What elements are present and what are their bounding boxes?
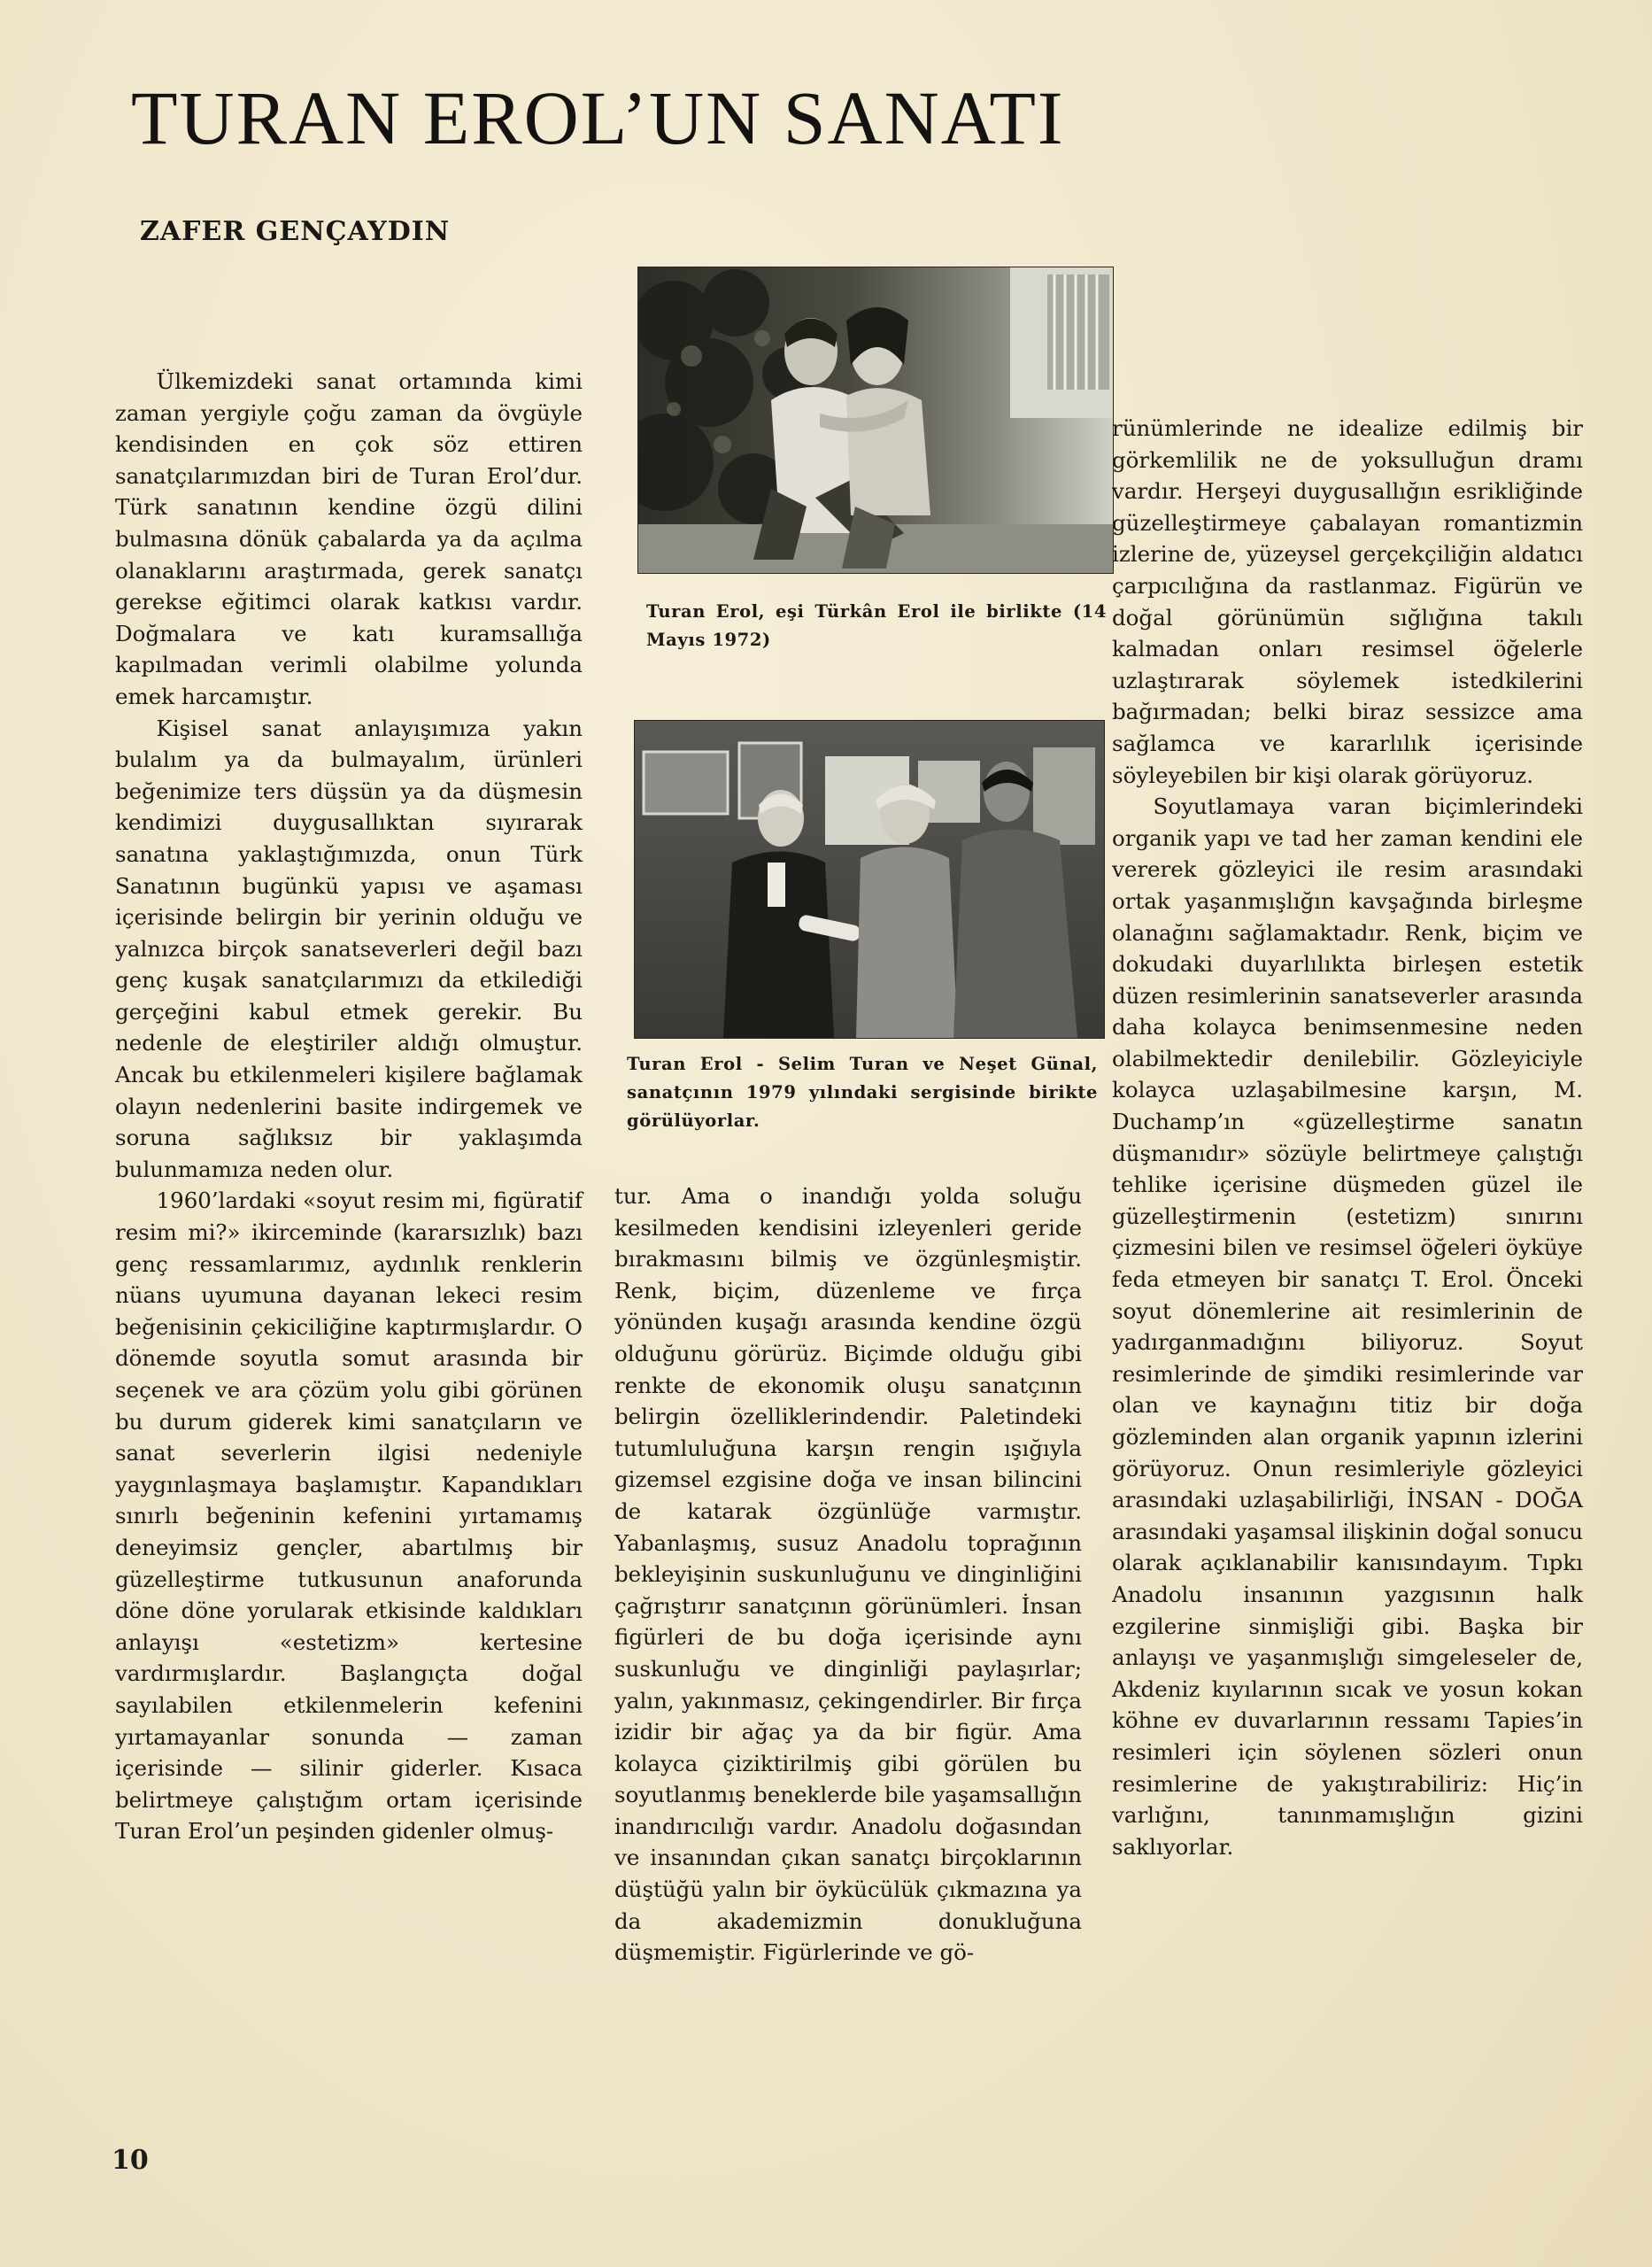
paragraph: rünümlerinde ne idealize edilmiş bir görkemlilik ne de yoksulluğun dramı vardır. Herşeyi duygusallığın esrikliğinde güzelleştirmeye çabalayan romantizmin izlerine de, yüzeysel gerçekçiliğin aldatıcı çarpıcılığına da rastlanmaz. Figürün ve doğal görünümün sığlığına takılı kalmadan onları resimsel öğelerle uzlaştırarak söylemek istedkilerini bağırmadan; belki biraz sessizce ama sağlamca ve kararlılık içerisinde söyleyebilen bir kişi olarak görüyoruz. xyxy=(1112,415,1583,788)
paragraph: Kişisel sanat anlayışımıza yakın bulalım ya da bulmayalım, ürünleri beğenimize ters düşsün ya da düşmesin kendimizi duygusallıktan sıyırarak sanatına yaklaştığımızda, onun Türk Sanatının bugünkü yapısı ve aşaması içerisinde belirgin bir yerinin olduğu ve yalnızca birçok sanatseverleri değil bazı genç kuşak sanatçılarımızı da etkilediği gerçeğini kabul etmek gerekir. Bu nedenle de eleştiriler aldığı olmuştur. Ancak bu etkilenmeleri kişilere bağlamak olayın nedenlerini basite indirgemek ve soruna sağlıksız bir yaklaşımda bulunmamıza neden olur. xyxy=(115,715,583,1182)
text-column-2 xyxy=(614,1180,1082,1969)
article-author: ZAFER GENÇAYDIN xyxy=(140,216,451,247)
photo-turan-and-turkan-erol xyxy=(637,267,1114,574)
paragraph: Soyutlamaya varan biçimlerindeki organik yapı ve tad her zaman kendini ele vererek gözleyici ile resim arasındaki ortak yaşanmışlığın kavşağında birleşme olanağını sağlamaktadır. Renk, biçim ve dokudaki duyarlılıkta birleşen estetik düzen resimlerinin sanatseverler arasında daha kolayca benimsenmesine neden olabilmektedir denilebilir. Gözleyiciyle kolayca uzlaşabilmesine karşın, M. Duchamp’ın «güzelleştirme sanatın düşmanıdır» sözüyle belirtmeye çalıştığı tehlike içerisine düşmeden güzel ile güzelleştirmenin (estetizm) sınırını çizmesini bilen ve resimsel öğeleri öyküye feda etmeyen bir sanatçı T. Erol. Önceki soyut dönemlerine ait resimlerinin de yadırganmadığını biliyoruz. Soyut resimlerinde de şimdiki resimlerinde var olan ve kaynağını titiz bir doğa gözleminden alan organik yapının izlerini görüyoruz. Onun resimleriyle gözleyici arasındaki uzlaşabilirliği, İNSAN - DOĞA arasındaki yaşamsal ilişkinin doğal sonucu olarak açıklanabilir kanısındayım. Tıpkı Anadolu insanının yazgısının halk ezgilerine sinmişliği gibi. Başka bir anlayışı ve yaşanmışlığı simgeleseler de, Akdeniz kıyılarının sıcak ve yosun kokan köhne ev duvarlarının ressamı Tapies’in resimleri için söylenen sözleri onun resimlerine de yakıştırabiliriz: Hiç’in varlığını, tanınmamışlığın gizini saklıyorlar. xyxy=(1112,793,1583,1860)
paragraph: Ülkemizdeki sanat ortamında kimi zaman yergiyle çoğu zaman da övgüyle kendisinden en çok söz ettiren sanatçılarımızdan biri de Turan Erol’dur. Türk sanatının kendine özgü dilini bulmasına dönük çabalarda ya da açılma olanaklarını araştırmada, gerek sanatçı gerekse eğitimci olarak katkısı vardır. Doğmalara ve katı kuramsallığa kapılmadan verimli olabilme yolunda emek harcamıştır. xyxy=(115,368,583,709)
photo-couple-image xyxy=(638,267,1113,573)
photo-exhibition-1979 xyxy=(634,720,1105,1039)
paragraph: 1960’lardaki «soyut resim mi, figüratif resim mi?» ikirceminde (kararsızlık) bazı genç ressamlarımız, aydınlık renklerin nüans uyumuna dayanan lekeci resim beğenisinin çekiciliğine kaptırmışlardır. O dönemde soyutla somut arasında bir seçenek ve ara çözüm yolu gibi görünen bu durum giderek kimi sanatçıların ve sanat severlerin ilgisi nedeniyle yaygınlaşmaya başlamıştır. Kapandıkları sınırlı beğeninin kefenini yırtamamış deneyimsiz gençler, abartılmış bir güzelleştirme tutkusunun anaforunda döne döne yorularak etkisinde kaldıkları anlayışı «estetizm» kertesine vardırmışlardır. Başlangıçta doğal sayılabilen etkilenmelerin kefenini yırtamayanlar sonunda — zaman içerisinde — silinir giderler. Kısaca belirtmeye çalıştığım ortam içerisinde Turan Erol’un peşinden gidenler olmuş- xyxy=(115,1188,583,1845)
text-column-1 xyxy=(115,366,583,1847)
article-title: TURAN EROL’UN SANATI xyxy=(131,75,1065,160)
paragraph: tur. Ama o inandığı yolda soluğu kesilmeden kendisini izleyenleri geride bırakmasını bilmiş ve özgünleşmiştir. Renk, biçim, düzenleme ve fırça yönünden kuşağı arasında kendine özgü olduğunu görürüz. Biçimde olduğu gibi renkte de ekonomik oluşu sanatçının belirgin özelliklerindendir. Paletindeki tutumluluğuna karşın rengin ışığıyla gizemsel ezgisine doğa ve insan bilincini de katarak özgünlüğe varmıştır. Yabanlaşmış, susuz Anadolu toprağının bekleyişinin suskunluğunu ve dinginliğini çağrıştırır sanatçının görünümleri. İnsan figürleri de bu doğa içerisinde aynı suskunluğu ve dinginliği paylaşırlar; yalın, yakınmasız, çekingendirler. Bir fırça izidir bir ağaç ya da bir figür. Ama kolayca çiziktirilmiş gibi görülen bu soyutlanmış beneklerde bile yaşamsallığın inandırıcılığı vardır. Anadolu doğasından ve insanından çıkan sanatçı birçoklarının düştüğü yalın bir öykücülük çıkmazına ya da akademizmin donukluğuna düşmemiştir. Figürlerinde ve gö- xyxy=(614,1183,1082,1966)
text-column-3 xyxy=(1112,413,1583,1862)
photo-exhibition-image xyxy=(635,721,1104,1038)
photo-caption-1: Turan Erol, eşi Türkân Erol ile birlikte (14 Mayıs 1972) xyxy=(646,601,1107,650)
page-number: 10 xyxy=(112,2145,149,2176)
photo-caption-2: Turan Erol - Selim Turan ve Neşet Günal, sanatçının 1979 yılındaki sergisinde birikte görülüyorlar. xyxy=(627,1054,1098,1131)
